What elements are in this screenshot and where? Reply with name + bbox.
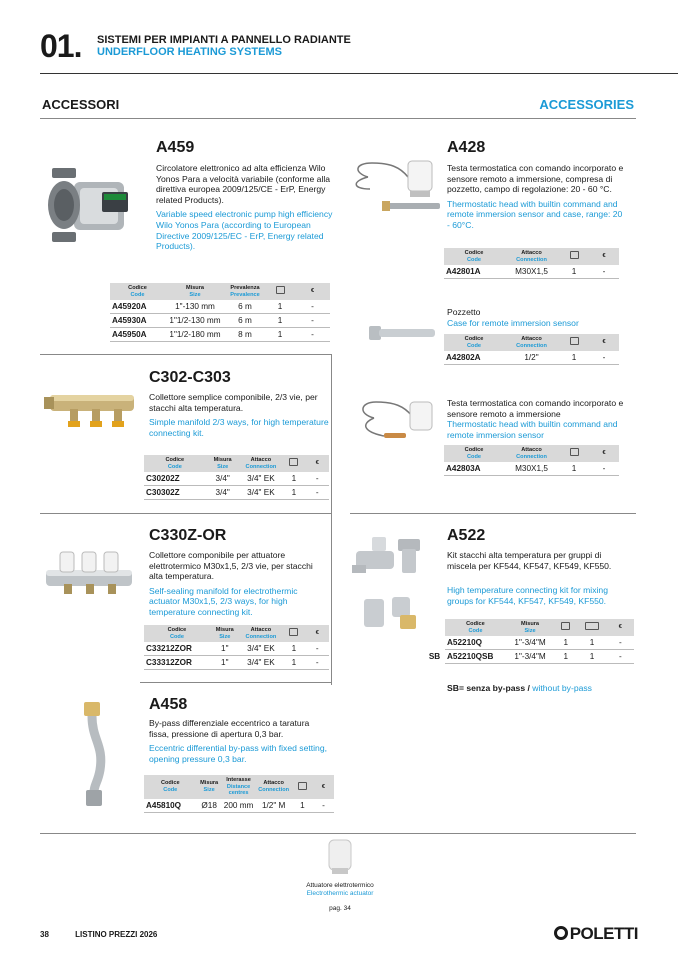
table-row: A42801A M30X1,5 1 - (444, 265, 619, 279)
price-list-title: LISTINO PREZZI 2026 (75, 930, 158, 939)
connecting-kit-image (352, 535, 432, 635)
divider (350, 513, 636, 514)
section-title-en: ACCESSORIES (539, 97, 634, 112)
pozzetto-en: Case for remote immersion sensor (447, 317, 579, 328)
a459-code: A459 (156, 139, 195, 156)
table-row: C33312ZOR 1" 3/4" EK 1 - (144, 656, 329, 670)
a428-description (447, 163, 627, 231)
a458-desc-it: By-pass differenziale eccentrico a taratura fissa, pressione di apertura 0,3 bar. (149, 718, 310, 739)
pozzetto-table: Codice Code Attacco Connection € A42802A 1/2" 1 - (444, 334, 619, 365)
a428-desc-en: Thermostatic head with builtin command and remote immersion sensor and case, range: 20 - 60°C. (447, 198, 623, 230)
manifold-image (44, 385, 139, 430)
a428-code: A428 (447, 139, 486, 156)
table-row: A45950A 1"1/2-180 mm 8 m 1 - (110, 328, 330, 342)
c302-description (149, 392, 329, 438)
a522-table: Codice Code Misura Size € A52210Q 1"-3/4"M 1 1 - SB A52210QSB 1"-3/4"M 1 1 - (424, 619, 634, 664)
thermostatic-head-image (350, 155, 442, 220)
package-icon (298, 782, 307, 790)
th-code: Codice Code (110, 283, 165, 300)
vertical-divider (331, 355, 332, 685)
c330-desc-en: Self-sealing manifold for electrothermic actuator M30x1,5, 2/3 ways, for high temperature connecting kit. (149, 585, 298, 617)
a459-desc-it: Circolatore elettronico ad alta efficienza Wilo Yonos Para a velocità variabile (conforme alla direttiva europea 2009/125/CE - ErP, Energy related Products). (156, 163, 331, 205)
package-icon (561, 622, 570, 630)
actuator-label-it: Attuatore elettrotermico (306, 882, 374, 889)
pozzetto-description (447, 307, 627, 328)
table-row: C30302Z 3/4" 3/4" EK 1 - (144, 486, 329, 500)
poletti-logo: POLETTI (554, 924, 638, 944)
bottom-divider (40, 833, 636, 834)
table-row: A52210Q 1"-3/4"M 1 1 - (424, 636, 634, 650)
table-row: A42802A 1/2" 1 - (444, 351, 619, 365)
manifold-actuator-image (42, 548, 138, 596)
pozzetto-it: Pozzetto (447, 307, 481, 317)
table-row: A42803A M30X1,5 1 - (444, 462, 619, 476)
c330-table: Codice Code Misura Size Attacco Connection € C33212ZOR 1" 3/4" EK 1 - C33312ZOR 1" 3/4" EK 1 - (144, 625, 329, 670)
actuator-image (326, 838, 354, 878)
th-size: Misura Size (165, 283, 225, 300)
page-number: 38 (40, 930, 49, 939)
a522-code: A522 (447, 527, 486, 544)
package-icon (570, 251, 579, 259)
actuator-page-ref[interactable]: pag. 34 (329, 905, 351, 912)
a428-table: Codice Code Attacco Connection € A42801A M30X1,5 1 - (444, 248, 619, 279)
a459-table (110, 283, 330, 342)
a458-desc-en: Eccentric differential by-pass with fixed setting, opening pressure 0,3 bar. (149, 743, 328, 764)
sb-note-en: without by-pass (532, 683, 592, 693)
actuator-label (260, 882, 420, 898)
package-icon (289, 628, 298, 636)
table-row: A45810Q Ø18 200 mm 1/2" M 1 - (144, 799, 334, 813)
a522-desc-it: Kit stacchi alta temperatura per gruppi di miscela per KF544, KF547, KF549, KF550. (447, 550, 612, 571)
a42803-description (447, 398, 637, 440)
header-divider (40, 73, 678, 74)
a459-description (156, 163, 336, 252)
actuator-label-en: Electrothermic actuator (306, 890, 374, 897)
footer (40, 930, 157, 939)
a522-note (447, 683, 637, 694)
c302-code: C302-C303 (149, 369, 231, 386)
box-icon (585, 622, 599, 630)
a42803-table: Codice Code Attacco Connection € A42803A M30X1,5 1 - (444, 445, 619, 476)
package-icon (276, 286, 285, 294)
chapter-number: 01. (40, 28, 82, 64)
a522-description (447, 550, 632, 606)
c302-table: Codice Code Misura Size Attacco Connection € C30202Z 3/4" 3/4" EK 1 - C30302Z 3/4" 3/4" EK 1 - (144, 455, 329, 500)
c302-desc-it: Collettore semplice componibile, 2/3 vie, per stacchi alta temperatura. (149, 392, 318, 413)
c302-desc-en: Simple manifold 2/3 ways, for high temperature connecting kit. (149, 417, 329, 438)
table-row: A45920A 1"-130 mm 6 m 1 - (110, 300, 330, 314)
table-row: C30202Z 3/4" 3/4" EK 1 - (144, 472, 329, 486)
a458-description (149, 718, 329, 764)
package-icon (289, 458, 298, 466)
section-divider (40, 118, 636, 119)
divider (40, 513, 332, 514)
package-icon (570, 337, 579, 345)
a458-table: Codice Code Misura Size Interasse Distance centres Attacco Connection € A45810Q Ø18 200 mm 1/2" M 1 - (144, 775, 334, 813)
c330-code: C330Z-OR (149, 527, 227, 544)
c330-desc-it: Collettore componibile per attuatore elettrotermico M30x1,5, 2/3 vie, per stacchi alta temperatura. (149, 550, 313, 582)
logo-icon (554, 926, 568, 940)
divider (40, 354, 332, 355)
a458-code: A458 (149, 696, 188, 713)
th-price: € (295, 283, 330, 300)
a459-desc-en: Variable speed electronic pump high efficiency Wilo Yonos Para (according to European Directive 2009/125/EC - ErP, Energy related Products). (156, 209, 333, 252)
case-image (365, 322, 437, 344)
chapter-title-it: SISTEMI PER IMPIANTI A PANNELLO RADIANTE (97, 34, 351, 46)
package-icon (570, 448, 579, 456)
th-package (265, 283, 295, 300)
divider (140, 682, 332, 683)
table-row: A45930A 1"1/2-130 mm 6 m 1 - (110, 314, 330, 328)
thermostatic-head-remote-image (354, 396, 440, 448)
sb-note-it: SB= senza by-pass / (447, 683, 530, 693)
section-title-it: ACCESSORI (42, 97, 120, 112)
th-prevalence: Prevalenza Prevalence (225, 283, 265, 300)
table-row: C33212ZOR 1" 3/4" EK 1 - (144, 642, 329, 656)
c330-description (149, 550, 329, 618)
chapter-title-en: UNDERFLOOR HEATING SYSTEMS (97, 46, 282, 58)
pump-image (44, 160, 142, 252)
table-row: SB A52210QSB 1"-3/4"M 1 1 - (424, 650, 634, 664)
a522-desc-en: High temperature connecting kit for mixing groups for KF544, KF547, KF549, KF550. (447, 585, 608, 606)
bypass-image (74, 700, 114, 810)
a42803-desc-en: Thermostatic head with builtin command and remote immersion sensor (447, 419, 618, 440)
a42803-desc-it: Testa termostatica con comando incorporato e sensore remoto a immersione (447, 398, 624, 419)
a428-desc-it: Testa termostatica con comando incorporato e sensore remoto a immersione, compresa di pozzetto, campo di regolazione: 20 - 60 °C. (447, 163, 624, 195)
